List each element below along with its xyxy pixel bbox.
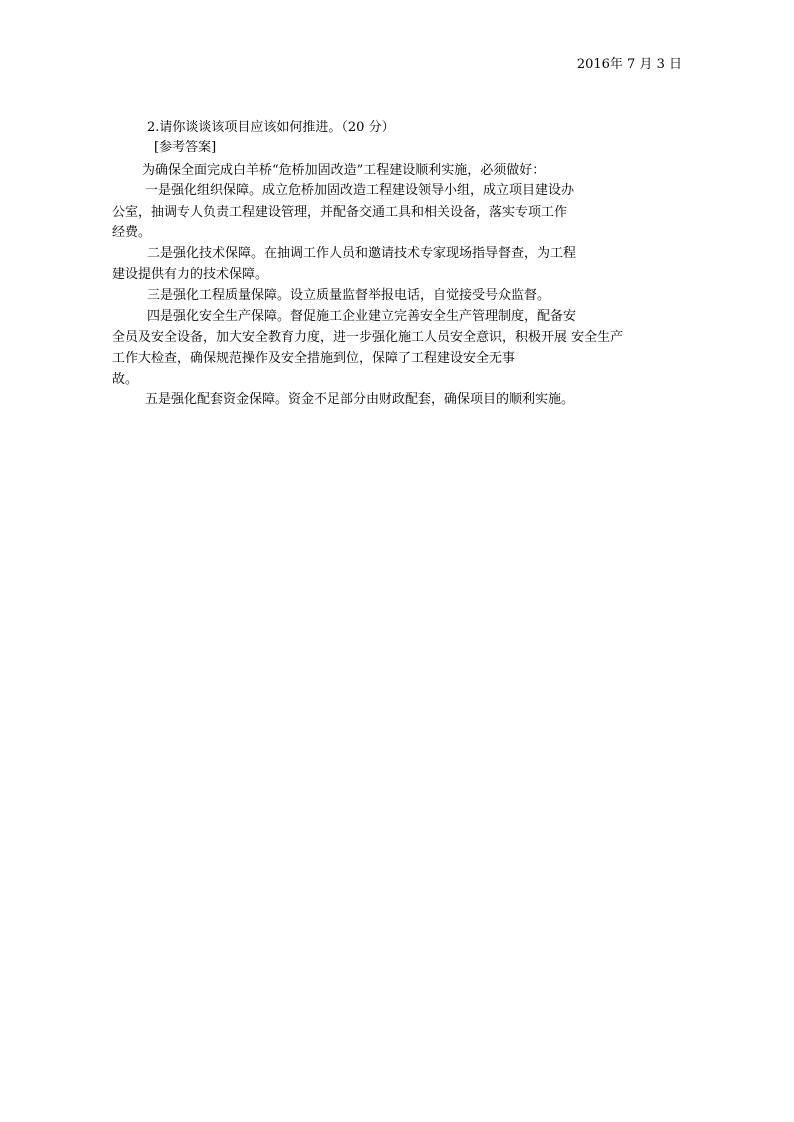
point2-line1: 二是强化技术保障。在抽调工作人员和邀请技术专家现场指导督查，为工程	[147, 246, 577, 261]
answer-heading: [参考答案]	[154, 140, 217, 155]
point4-line4: 故。	[112, 372, 139, 387]
point2-line2: 建设提供有力的技术保障。	[112, 267, 269, 282]
document-date: 2016年 7 月 3 日	[576, 57, 682, 72]
point1-line3: 经费。	[112, 225, 152, 240]
point4-line2: 全员及安全设备，加大安全教育力度，进一步强化施工人员安全意识，积极开展 安全生产	[112, 330, 624, 345]
point4-line1: 四是强化安全生产保障。督促施工企业建立完善安全生产管理制度，配备安	[147, 309, 577, 324]
point1-line1: 一是强化组织保障。成立危桥加固改造工程建设领导小组，成立项目建设办	[145, 183, 575, 198]
question-heading: 2.请你谈谈该项目应该如何推进。（20 分）	[147, 120, 395, 135]
point4-line3: 工作大检查，确保规范操作及安全措施到位，保障了工程建设安全无事	[112, 351, 516, 366]
point1-line2: 公室，抽调专人负责工程建设管理，并配备交通工具和相关设备，落实专项工作	[112, 205, 568, 220]
answer-intro: 为确保全面完成白羊桥“危桥加固改造”工程建设顺利实施，必须做好：	[142, 163, 546, 178]
point3-line1: 三是强化工程质量保障。设立质量监督举报电话，自觉接受号众监督。	[147, 288, 551, 303]
point5-line1: 五是强化配套资金保障。资金不足部分由财政配套，确保项目的顺利实施。	[145, 392, 575, 407]
